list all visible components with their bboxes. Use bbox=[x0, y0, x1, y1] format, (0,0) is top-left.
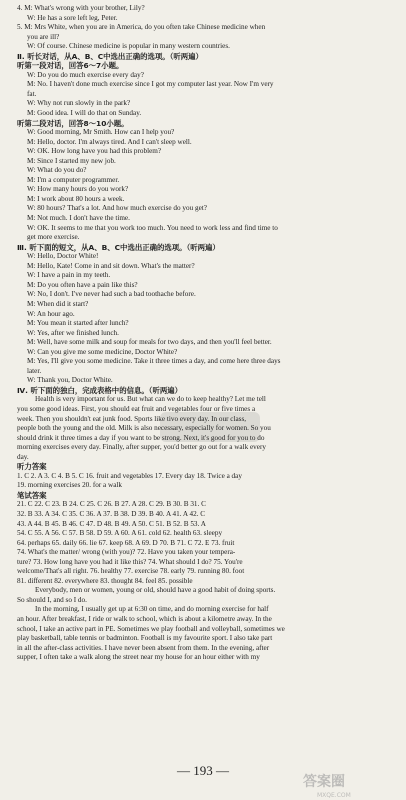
text-line: 笔试答案 bbox=[17, 490, 47, 500]
text-body bbox=[17, 4, 392, 663]
text-line: M: Not much. I don't have the time. bbox=[27, 214, 130, 223]
text-line: 5. M: Mrs White, when you are in America, do you often take Chinese medicine when bbox=[17, 23, 266, 32]
text-line: So should I, and so I do. bbox=[17, 595, 87, 604]
text-line: Ⅳ. 听下面的独白，完成表格中的信息。（听两遍） bbox=[17, 385, 183, 395]
text-line: M: Good idea. I will do that on Sunday. bbox=[27, 109, 142, 118]
text-line: 听力答案 bbox=[17, 462, 47, 472]
text-line: people both the young and the old. Milk is also necessary, especially for women. So you bbox=[17, 424, 271, 433]
watermark-main: 答案圈 bbox=[303, 774, 345, 790]
text-line: M: Yes, I'll give you some medicine. Take it three times a day, and come here three days bbox=[27, 357, 281, 366]
text-line: 4. M: What's wrong with your brother, Lily? bbox=[17, 4, 145, 12]
text-line: school, I take an active part in PE. Sometimes we play football and volleyball, sometimes we bbox=[17, 624, 285, 633]
text-line: week. Then you shouldn't eat junk food. Sports like tivo every day. In our class, bbox=[17, 414, 247, 423]
text-line: M: I work about 80 hours a week. bbox=[27, 194, 125, 203]
text-line: W: Of course. Chinese medicine is popular in many western countries. bbox=[27, 42, 230, 51]
text-line: supper, I often take a walk along the street near my house for an hour either with my bbox=[17, 653, 260, 662]
text-line: 19. morning exercises 20. for a walk bbox=[17, 481, 122, 490]
text-line: M: When did it start? bbox=[27, 299, 89, 308]
text-line: Health is very important for us. But what can we do to keep healthy? Let me tell bbox=[35, 395, 266, 404]
text-line: W: What do you do? bbox=[27, 166, 87, 175]
text-line: Ⅱ. 听长对话，从A、B、C中选出正确的选项。（听两遍） bbox=[17, 51, 203, 61]
text-line: W: An hour ago. bbox=[27, 309, 75, 318]
text-line: 1. C 2. A 3. C 4. B 5. C 16. fruit and vegetables 17. Every day 18. Twice a day bbox=[17, 471, 242, 480]
text-line: morning exercises every day. Finally, after supper, you'd better go out for a walk every bbox=[17, 443, 266, 452]
text-line: you some good ideas. First, you should eat fruit and vegetables four or five times a bbox=[17, 404, 256, 413]
text-line: W: He has a sore left leg, Peter. bbox=[27, 13, 118, 22]
text-line: W: OK. How long have you had this problem? bbox=[27, 147, 162, 156]
text-line: W: Good morning, Mr Smith. How can I help you? bbox=[27, 128, 175, 137]
text-line: play basketball, table tennis or badminton. Football is my favourite sport. I also take part bbox=[17, 634, 273, 643]
text-line: 听第二段对话，回答8～10小题。 bbox=[17, 118, 129, 128]
text-line: an hour. After breakfast, I ride or walk to school, which is about a kilometre away. In the bbox=[17, 615, 272, 623]
text-line: W: OK. It seems to me that you work too much. You need to work less and find time to bbox=[27, 223, 278, 232]
text-line: M: No. I haven't done much exercise since I got my computer last year. Now I'm very bbox=[27, 80, 274, 89]
text-line: M: Hello, Kate! Come in and sit down. What's the matter? bbox=[27, 261, 195, 270]
text-line: you are ill? bbox=[27, 32, 60, 41]
text-line: In the morning, I usually get up at 6:30 on time, and do morning exercise for half bbox=[35, 605, 269, 614]
text-line: welcome/That's all right. 76. healthy 77. exercise 78. early 79. running 80. foot bbox=[17, 567, 245, 576]
text-line: 21. C 22. C 23. B 24. C 25. C 26. B 27. A 28. C 29. B 30. B 31. C bbox=[17, 500, 206, 509]
text-line: 64. perhaps 65. daily 66. lie 67. keep 68. A 69. D 70. B 71. C 72. E 73. fruit bbox=[17, 538, 235, 547]
text-line: 听第一段对话，回答6～7小题。 bbox=[17, 61, 124, 71]
text-line: W: Yes, after we finished lunch. bbox=[27, 328, 119, 337]
text-line: M: I'm a computer programmer. bbox=[27, 175, 120, 184]
text-line: M: You mean it started after lunch? bbox=[27, 319, 129, 328]
text-line: M: Do you often have a pain like this? bbox=[27, 280, 138, 289]
text-line: W: Can you give me some medicine, Doctor White? bbox=[27, 347, 178, 356]
text-line: Ⅲ. 听下面的短文，从A、B、C中选出正确的选项。（听两遍） bbox=[17, 242, 220, 252]
text-line: get more exercise. bbox=[27, 233, 80, 242]
watermark-logo bbox=[303, 774, 403, 800]
text-line: W: No, I don't. I've never had such a bad toothache before. bbox=[27, 290, 196, 299]
text-line: M: Hello, doctor. I'm always tired. And I can't sleep well. bbox=[27, 137, 192, 146]
text-line: should drink it three times a day if you want to be strong. Next, it's good for you to do bbox=[17, 433, 265, 442]
text-line: 54. C 55. A 56. C 57. B 58. D 59. A 60. A 61. cold 62. health 63. sleepy bbox=[17, 529, 223, 538]
text-line: W: Thank you, Doctor White. bbox=[27, 376, 113, 385]
text-line: W: Hello, Doctor White! bbox=[27, 252, 99, 261]
text-line: fat. bbox=[27, 89, 37, 98]
page-number: — 193 — bbox=[177, 763, 229, 778]
text-line: 32. B 33. A 34. C 35. C 36. A 37. B 38. D 39. B 40. A 41. A 42. C bbox=[17, 509, 206, 518]
text-line: 81. different 82. everywhere 83. thought 84. feel 85. possible bbox=[17, 576, 193, 585]
text-line: Everybody, men or women, young or old, should have a good habit of doing sports. bbox=[35, 586, 276, 595]
text-line: in all the after-class activities. I have never been absent from them. In the evening, after bbox=[17, 643, 270, 652]
text-line: W: I have a pain in my teeth. bbox=[27, 271, 111, 280]
text-line: W: Do you do much exercise every day? bbox=[27, 70, 144, 79]
text-line: 43. A 44. B 45. B 46. C 47. D 48. B 49. A 50. C 51. B 52. B 53. A bbox=[17, 519, 206, 528]
text-line: day. bbox=[17, 452, 29, 461]
text-line: W: How many hours do you work? bbox=[27, 185, 129, 194]
text-line: W: Why not run slowly in the park? bbox=[27, 99, 131, 108]
text-line: W: 80 hours? That's a lot. And how much exercise do you get? bbox=[27, 204, 207, 213]
text-line: ture? 73. How long have you had it like this? 74. What should I do? 75. You're bbox=[17, 557, 243, 566]
text-line: M: Well, have some milk and soup for meals for two days, and then you'll feel better. bbox=[27, 338, 272, 347]
text-line: 74. What's the matter/ wrong (with you)? 72. Have you taken your tempera- bbox=[17, 548, 236, 557]
text-line: M: Since I started my new job. bbox=[27, 156, 116, 165]
watermark-sub: MXQE.COM bbox=[317, 792, 351, 799]
text-line: later. bbox=[27, 366, 42, 375]
